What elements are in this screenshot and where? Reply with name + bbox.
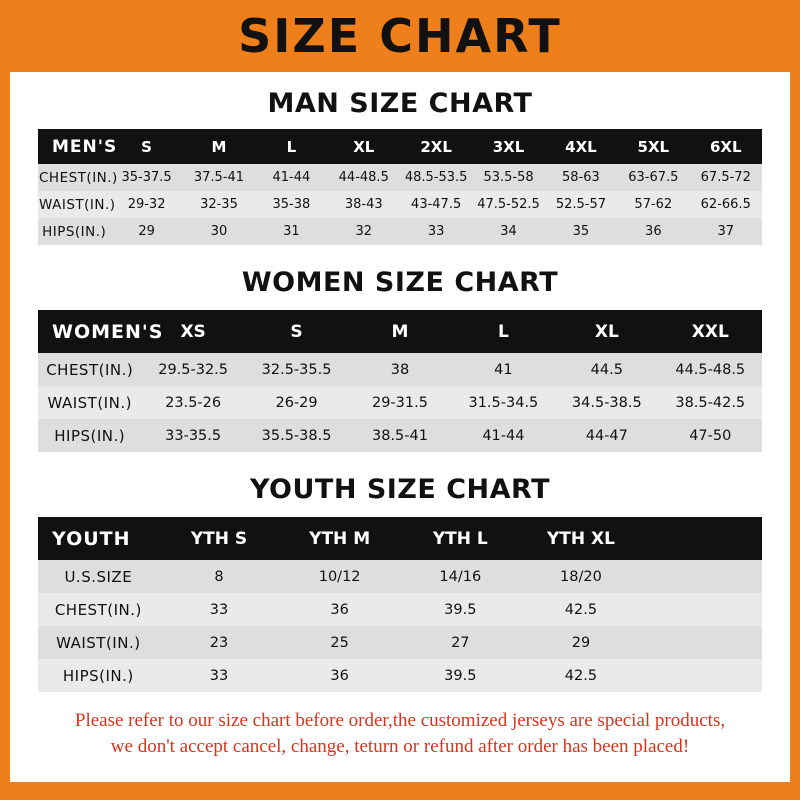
men-row-1-cell-3: 38-43 [344, 197, 383, 212]
men-header-row [38, 129, 762, 164]
men-row-1-cell-8: 62-66.5 [700, 197, 751, 212]
men-section-title: MAN SIZE CHART [267, 88, 533, 119]
youth-row-1-cell-3: 42.5 [564, 601, 598, 618]
footer-note-line-2: we don't accept cancel, change, teturn or refund after order has been placed! [110, 735, 690, 757]
men-header-cell-5: 2XL [420, 137, 452, 156]
youth-table-body [38, 560, 762, 692]
men-size-table [38, 129, 762, 245]
page-title: SIZE CHART [238, 9, 562, 63]
men-row-0-cell-6: 58-63 [562, 170, 600, 185]
women-row-1-cell-0: 23.5-26 [165, 394, 222, 411]
men-row-0-cell-2: 41-44 [272, 170, 311, 185]
men-row-1-cell-6: 52.5-57 [555, 197, 607, 212]
men-row-2-cell-2: 31 [283, 224, 300, 239]
women-header-cell-6: XXL [691, 321, 729, 342]
men-section [10, 88, 790, 245]
women-row-0-label: CHEST(IN.) [46, 360, 134, 379]
men-header-cell-8: 5XL [637, 137, 670, 156]
youth-header-row [38, 517, 762, 560]
youth-row-2-label: WAIST(IN.) [56, 633, 141, 652]
youth-table-header [38, 517, 762, 560]
table-row [38, 218, 762, 245]
women-header-cell-0: WOMEN'S [52, 320, 164, 343]
page-banner [0, 0, 800, 72]
youth-header-cell-2: YTH M [309, 528, 371, 549]
youth-row-2-spacer [641, 626, 762, 659]
women-row-1-label: WAIST(IN.) [47, 393, 132, 412]
table-row [38, 419, 762, 452]
table-row [38, 659, 762, 692]
youth-row-3-label: HIPS(IN.) [62, 666, 134, 685]
men-row-0-label: CHEST(IN.) [39, 169, 118, 186]
men-header-cell-2: M [211, 137, 227, 156]
men-table-header [38, 129, 762, 164]
men-row-0-cell-8: 67.5-72 [700, 170, 751, 185]
men-row-0-cell-4: 48.5-53.5 [404, 170, 468, 185]
youth-header-cell-0: YOUTH [52, 527, 131, 550]
men-row-1-cell-1: 32-35 [200, 197, 238, 212]
footer-note-line-1: Please refer to our size chart before order,the customized jerseys are special products, [74, 710, 726, 731]
women-header-cell-5: XL [594, 321, 619, 342]
women-row-2-cell-4: 44-47 [585, 427, 628, 444]
youth-row-0-label: U.S.SIZE [64, 567, 133, 586]
youth-row-2-cell-3: 29 [571, 634, 591, 651]
men-row-2-cell-7: 36 [645, 224, 662, 239]
men-row-1-cell-5: 47.5-52.5 [477, 197, 540, 212]
table-row [38, 191, 762, 218]
men-row-1-cell-7: 57-62 [634, 197, 673, 212]
youth-row-3-spacer [641, 659, 762, 692]
men-row-0-cell-7: 63-67.5 [628, 170, 679, 185]
men-row-1-cell-0: 29-32 [127, 197, 166, 212]
women-row-0-cell-1: 32.5-35.5 [261, 361, 332, 378]
women-row-2-cell-2: 38.5-41 [371, 427, 428, 444]
women-table-body [38, 353, 762, 452]
women-row-1-cell-4: 34.5-38.5 [571, 394, 642, 411]
women-row-0-cell-4: 44.5 [590, 361, 623, 378]
men-header-cell-4: XL [353, 137, 375, 156]
women-header-cell-4: L [497, 321, 509, 342]
youth-size-table [38, 517, 762, 692]
women-header-cell-2: S [290, 321, 303, 342]
youth-row-3-cell-2: 39.5 [444, 667, 477, 684]
youth-row-3-cell-3: 42.5 [564, 667, 598, 684]
men-row-1-cell-2: 35-38 [272, 197, 311, 212]
bottom-accent-bar [0, 782, 800, 800]
men-row-0-cell-1: 37.5-41 [193, 170, 245, 185]
women-header-cell-3: M [391, 321, 409, 342]
youth-row-1-cell-0: 33 [209, 601, 229, 618]
youth-row-1-label: CHEST(IN.) [54, 600, 142, 619]
youth-section-title: YOUTH SIZE CHART [249, 474, 551, 505]
women-size-table [38, 310, 762, 452]
table-row [38, 626, 762, 659]
women-row-1-cell-2: 29-31.5 [371, 394, 428, 411]
youth-row-0-cell-3: 18/20 [560, 568, 602, 585]
youth-row-0-cell-2: 14/16 [439, 568, 482, 585]
men-header-cell-6: 3XL [492, 137, 525, 156]
youth-header-cell-3: YTH L [432, 528, 488, 549]
men-row-0-cell-0: 35-37.5 [121, 170, 172, 185]
youth-row-1-cell-1: 36 [330, 601, 349, 618]
men-header-cell-7: 4XL [565, 137, 597, 156]
women-row-2-cell-0: 33-35.5 [165, 427, 222, 444]
table-row [38, 593, 762, 626]
women-row-0-cell-3: 41 [494, 361, 513, 378]
table-row [38, 353, 762, 386]
women-table-header [38, 310, 762, 353]
footer-note [10, 708, 790, 759]
youth-row-3-cell-1: 36 [330, 667, 349, 684]
men-header-cell-0: MEN'S [52, 136, 118, 157]
women-row-0-cell-2: 38 [390, 361, 410, 378]
women-row-0-cell-5: 44.5-48.5 [675, 361, 746, 378]
men-row-0-cell-5: 53.5-58 [483, 170, 534, 185]
youth-row-3-cell-0: 33 [209, 667, 229, 684]
men-row-2-cell-5: 34 [500, 224, 517, 239]
table-row [38, 560, 762, 593]
men-header-cell-3: L [286, 137, 297, 156]
youth-header-cell-4: YTH XL [546, 528, 615, 549]
women-row-1-cell-1: 26-29 [275, 394, 318, 411]
women-section-title: WOMEN SIZE CHART [241, 267, 559, 298]
women-row-2-cell-1: 35.5-38.5 [261, 427, 332, 444]
men-row-2-cell-8: 37 [717, 224, 735, 239]
men-header-cell-1: S [141, 137, 152, 156]
youth-row-2-cell-2: 27 [451, 634, 470, 651]
women-row-2-cell-5: 47-50 [689, 427, 732, 444]
men-row-1-label: WAIST(IN.) [39, 196, 116, 213]
men-row-2-cell-3: 32 [355, 224, 373, 239]
women-row-1-cell-5: 38.5-42.5 [675, 394, 746, 411]
women-row-2-label: HIPS(IN.) [54, 426, 126, 445]
women-header-row [38, 310, 762, 353]
youth-row-2-cell-1: 25 [330, 634, 349, 651]
youth-header-cell-1: YTH S [190, 528, 248, 549]
table-row [38, 386, 762, 419]
youth-section [10, 474, 790, 692]
youth-row-1-cell-2: 39.5 [444, 601, 477, 618]
men-row-2-cell-0: 29 [138, 224, 155, 239]
women-header-cell-1: XS [180, 321, 206, 342]
youth-row-0-cell-1: 10/12 [318, 568, 361, 585]
women-row-1-cell-3: 31.5-34.5 [468, 394, 539, 411]
men-row-2-cell-1: 30 [210, 224, 228, 239]
men-row-1-cell-4: 43-47.5 [411, 197, 462, 212]
youth-row-2-cell-0: 23 [209, 634, 229, 651]
table-row [38, 164, 762, 191]
women-row-2-cell-3: 41-44 [482, 427, 525, 444]
men-row-2-cell-6: 35 [572, 224, 590, 239]
women-row-0-cell-0: 29.5-32.5 [158, 361, 229, 378]
men-table-body [38, 164, 762, 245]
youth-row-0-spacer [641, 560, 762, 593]
youth-row-0-cell-0: 8 [214, 568, 224, 585]
women-section [10, 267, 790, 452]
men-row-2-cell-4: 33 [427, 224, 445, 239]
youth-header-spacer [641, 517, 762, 560]
men-row-2-label: HIPS(IN.) [42, 223, 107, 240]
youth-row-1-spacer [641, 593, 762, 626]
men-row-0-cell-3: 44-48.5 [338, 170, 389, 185]
men-header-cell-9: 6XL [709, 137, 742, 156]
